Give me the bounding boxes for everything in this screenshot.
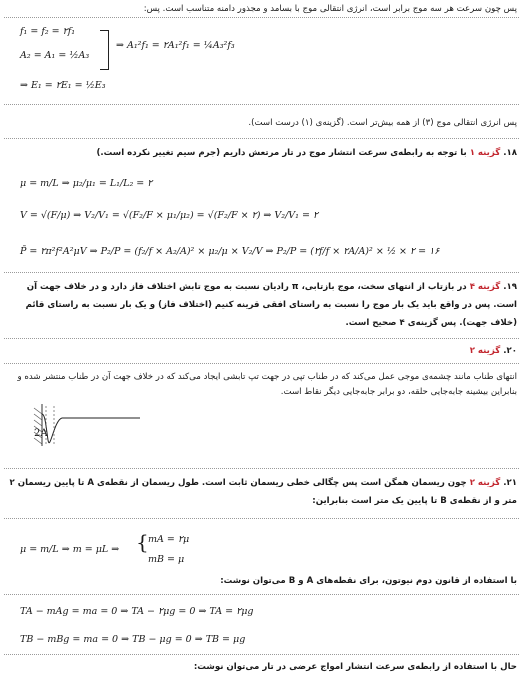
- eq-amplitude: A₂ = A₁ = ½A₃: [20, 50, 90, 61]
- divider: [4, 17, 519, 18]
- divider: [4, 138, 519, 139]
- eq-energy-ratio: ⇒ A₁²f₁ = ۲A₁²f₁ = ¼A₃²f₃: [116, 40, 235, 51]
- answer-option: گزینه ۲: [469, 346, 501, 356]
- answer-option: گزینه ۲: [469, 478, 501, 488]
- divider: [4, 272, 519, 273]
- figure-label: 2A: [34, 428, 48, 439]
- question-text: در بازتاب از انتهای سخت، موج بازتابی، π رادیان نسبت به موج تابش اختلاف فاز دارد و در خلاف جهت آن است. پس در واقع باید یک بار موج را نسبت به راستای افقی قرینه کنیم (اختلاف فاز) و یک بار نسبت به راستای قائم (خلاف جهت). پس گزینه‌ی ۴ صحیح است.: [25, 282, 517, 328]
- answer-option: گزینه ۱: [469, 148, 501, 158]
- eq-mass: μ = m/L ⇒ m = μL ⇒: [20, 544, 120, 555]
- conclusion-text: پس انرژی انتقالی موج (۳) از همه بیش‌تر است. (گزینه‌ی (۱) درست است).: [248, 118, 517, 128]
- question-number: ۱۸.: [503, 148, 517, 158]
- question-20-text: انتهای طناب مانند چشمه‌ی موجی عمل می‌کند که در طناب تپی در جهت تپ تابشی ایجاد می‌کند که در خلاف جهت آن در طناب منتشر شده و بنابراین بیشینه جابه‌جایی حلقه، دو برابر جابه‌جایی دیگر نقاط است.: [17, 372, 517, 397]
- question-18: [6, 146, 517, 160]
- question-text: با توجه به رابطه‌ی سرعت انتشار موج در تار مرتعش داریم (جرم سیم تغییر نکرده است.): [96, 148, 467, 158]
- divider: [4, 468, 519, 469]
- newton-text: با استفاده از قانون دوم نیوتون، برای نقطه‌های A و B می‌توان نوشت:: [220, 576, 517, 586]
- question-number: ۲۰.: [503, 346, 517, 356]
- eq-wave-speed: V = √(F/μ) ⇒ V₂/V₁ = √(F₂/F × μ₁/μ₂) = √(F₂/F × ۲) ⇒ V₂/V₁ = ۲: [20, 210, 319, 221]
- divider: [4, 654, 519, 655]
- final-text: حال با استفاده از رابطه‌ی سرعت انتشار امواج عرضی در تار می‌توان نوشت:: [193, 662, 517, 672]
- brace: {: [136, 530, 149, 554]
- eq-frequency: f₁ = f₂ = ۲f₁: [20, 26, 76, 37]
- eq-linear-density: μ = m/L ⇒ μ₂/μ₁ = L₁/L₂ = ۲: [20, 178, 153, 189]
- eq-tension-b: TB − mBg = ma = 0 ⇒ TB − μg = 0 ⇒ TB = μg: [20, 634, 246, 645]
- divider: [4, 518, 519, 519]
- divider: [4, 338, 519, 339]
- divider: [4, 363, 519, 364]
- question-text: چون ریسمان همگن است پس چگالی خطی ریسمان ثابت است. طول ریسمان از نقطه‌ی A تا پایین ریسمان ۲ متر و از نقطه‌ی B تا پایین یک متر است بنابراین:: [9, 478, 517, 506]
- question-number: ۲۱.: [503, 478, 517, 488]
- divider: [4, 104, 519, 105]
- answer-option: گزینه ۴: [469, 282, 501, 292]
- wave-figure: [28, 400, 168, 456]
- eq-power: P̄ = ۲π²f²A²μV ⇒ P₂/P = (f₂/f × A₂/A)² × μ₂/μ × V₂/V ⇒ P₂/P = (۲f/f × ۲A/A)² × ½ × ۲ = ۱۶: [20, 246, 440, 257]
- question-20-header: [6, 344, 517, 358]
- question-19: [6, 278, 517, 332]
- divider: [4, 594, 519, 595]
- eq-tension-a: TA − mAg = ma = 0 ⇒ TA − ۲μg = 0 ⇒ TA = ۲μg: [20, 606, 254, 617]
- question-21: [6, 474, 517, 510]
- intro-text: پس چون سرعت هر سه موج برابر است، انرژی انتقالی موج با بسامد و مجذور دامنه متناسب است. پس:: [143, 4, 517, 14]
- eq-mass-b: mB = μ: [148, 554, 185, 565]
- bracket: [100, 30, 109, 70]
- eq-mass-a: mA = ۲μ: [148, 534, 190, 545]
- question-number: ۱۹.: [503, 282, 517, 292]
- eq-energy-result: ⇒ E₁ = ۲E₁ = ½E₃: [20, 80, 106, 91]
